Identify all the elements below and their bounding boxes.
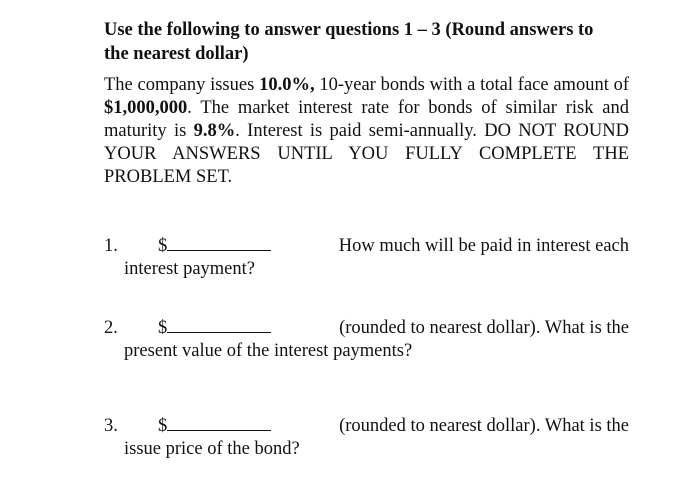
problem-statement xyxy=(104,74,629,189)
intro-text-1: The company issues xyxy=(104,75,260,95)
question-number: 1. xyxy=(104,236,118,256)
question-text-line-1: How much will be paid in interest each xyxy=(338,236,629,256)
document-body xyxy=(104,18,629,461)
dollar-sign: $ xyxy=(158,416,168,436)
instructions-heading xyxy=(104,18,629,66)
dollar-sign: $ xyxy=(158,236,168,256)
answer-blank-2[interactable] xyxy=(167,316,271,333)
question-text-line-1: (rounded to nearest dollar). What is the xyxy=(339,416,629,436)
question-text-line-2: interest payment? xyxy=(124,259,255,279)
question-text-line-2: issue price of the bond? xyxy=(124,439,300,459)
question-text-line-2: present value of the interest payments? xyxy=(124,341,413,361)
question-text-line-1: (rounded to nearest dollar). What is the xyxy=(339,318,629,338)
market-rate: 9.8% xyxy=(193,121,236,141)
question-2 xyxy=(104,316,629,363)
face-amount: $1,000,000 xyxy=(104,98,188,118)
intro-text-2: 10-year bonds with a total face amount of xyxy=(314,75,630,95)
question-3 xyxy=(104,414,629,461)
heading-line-2: the nearest dollar) xyxy=(104,44,249,64)
intro-text-3: . The market interest rate for bonds of similar risk and maturity is xyxy=(104,98,629,141)
intro-text-4: . Interest is paid semi-annually. DO NOT ROUND YOUR ANSWERS UNTIL YOU FULLY COMPLETE THE PROBLEM SET. xyxy=(104,121,629,187)
question-1 xyxy=(104,234,629,281)
answer-blank-3[interactable] xyxy=(167,414,271,431)
dollar-sign: $ xyxy=(158,318,168,338)
coupon-rate: 10.0%, xyxy=(259,75,315,95)
heading-line-1: Use the following to answer questions 1 – 3 (Round answers to xyxy=(104,20,594,40)
question-number: 2. xyxy=(104,318,118,338)
answer-blank-1[interactable] xyxy=(167,234,271,251)
question-number: 3. xyxy=(104,416,118,436)
